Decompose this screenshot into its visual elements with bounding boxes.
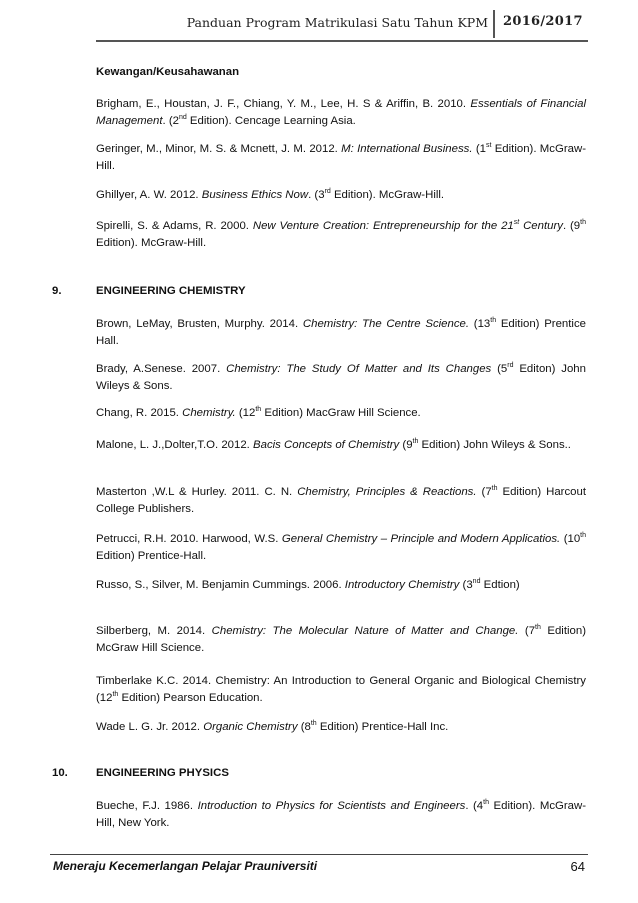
reference-entry: Bueche, F.J. 1986. Introduction to Physics for Scientists and Engineers. (4th Edition). McGraw-Hill, New York.	[96, 799, 587, 829]
footer-text: Meneraju Kecemerlangan Pelajar Prauniversiti	[53, 859, 318, 873]
reference-entry: Geringer, M., Minor, M. S. & Mcnett, J. M. 2012. M: International Business. (1st Edition). McGraw-Hill.	[96, 142, 587, 172]
reference-entry: Timberlake K.C. 2014. Chemistry: An Introduction to General Organic and Biological Chemistry (12th Edition) Pearson Education.	[96, 675, 586, 704]
reference-entry: Masterton ,W.L & Hurley. 2011. C. N. Chemistry, Principles & Reactions. (7th Edition) Harcout College Publishers.	[96, 485, 586, 515]
reference-entry: Ghillyer, A. W. 2012. Business Ethics Now. (3rd Edition). McGraw-Hill.	[96, 188, 445, 201]
section-title: ENGINEERING PHYSICS	[96, 767, 229, 779]
reference-entry: Chang, R. 2015. Chemistry. (12th Edition) MacGraw Hill Science.	[96, 406, 421, 419]
subheading-kewangan: Kewangan/Keusahawanan	[96, 66, 240, 78]
header-year: 2016/2017	[503, 14, 583, 29]
footer-rule	[50, 854, 588, 855]
reference-entry: Spirelli, S. & Adams, R. 2000. New Venture Creation: Entrepreneurship for the 21st Century. (9th Edition). McGraw-Hill.	[96, 219, 586, 249]
section-number: 10.	[52, 767, 68, 779]
reference-entry: Malone, L. J.,Dolter,T.O. 2012. Bacis Concepts of Chemistry (9th Edition) John Wileys & Sons..	[96, 438, 571, 451]
reference-entry: Brady, A.Senese. 2007. Chemistry: The Study Of Matter and Its Changes (5rd Editon) John Wileys & Sons.	[96, 362, 586, 392]
reference-entry: Brown, LeMay, Brusten, Murphy. 2014. Chemistry: The Centre Science. (13th Edition) Prentice Hall.	[96, 317, 586, 347]
page-header	[0, 8, 638, 42]
reference-entry: Brigham, E., Houstan, J. F., Chiang, Y. M., Lee, H. S & Ariffin, B. 2010. Essentials of Financial Management. (2nd Edition). Cencage Learning Asia.	[96, 98, 586, 127]
page-number: 64	[570, 859, 585, 874]
reference-entry: Russo, S., Silver, M. Benjamin Cummings. 2006. Introductory Chemistry (3nd Edtion)	[96, 578, 520, 591]
section-number: 9.	[52, 285, 62, 297]
reference-entry: Wade L. G. Jr. 2012. Organic Chemistry (8th Edition) Prentice-Hall Inc.	[96, 720, 449, 733]
header-rule	[96, 40, 588, 42]
section-title: ENGINEERING CHEMISTRY	[96, 285, 246, 297]
header-title: Panduan Program Matrikulasi Satu Tahun KPM	[186, 15, 488, 30]
reference-entry: Petrucci, R.H. 2010. Harwood, W.S. General Chemistry – Principle and Modern Applicatios. (10th Edition) Prentice-Hall.	[96, 532, 586, 562]
header-separator	[493, 10, 495, 38]
reference-entry: Silberberg, M. 2014. Chemistry: The Molecular Nature of Matter and Change. (7th Edition) McGraw Hill Science.	[96, 624, 586, 654]
